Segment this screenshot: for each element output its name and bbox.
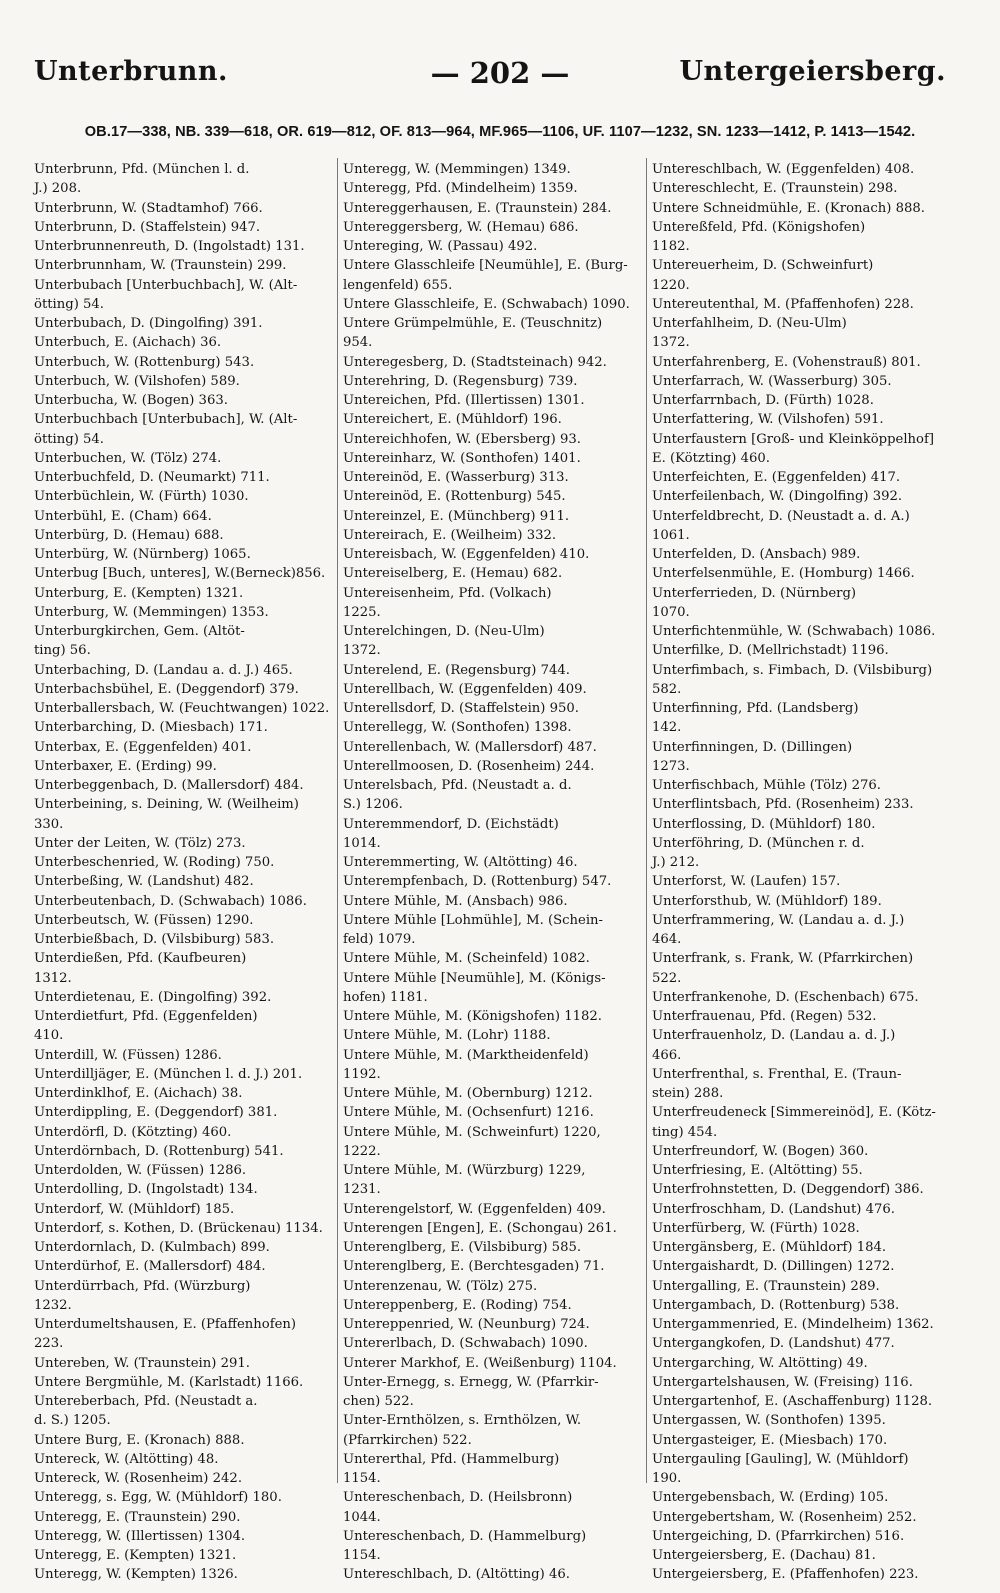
index-line: Unterdürrbach, Pfd. (Würzburg) bbox=[34, 1278, 251, 1294]
index-line: Unterfelden, D. (Ansbach) 989. bbox=[652, 547, 861, 562]
page-number: — 202 — bbox=[430, 56, 570, 90]
index-line: Unterengen [Engen], E. (Schongau) 261. bbox=[343, 1220, 617, 1236]
index-line: Unterfinningen, D. (Dillingen) bbox=[652, 739, 853, 755]
index-line: Unterbaxer, E. (Erding) 99. bbox=[34, 758, 217, 774]
index-line: Untere Mühle [Lohmühle], M. (Schein- bbox=[343, 912, 604, 928]
running-head-first-entry: Unterbrunn. bbox=[34, 56, 228, 87]
index-line: Untergammenried, E. (Mindelheim) 1362. bbox=[652, 1317, 934, 1332]
index-line: Unterdürhof, E. (Mallersdorf) 484. bbox=[34, 1259, 266, 1275]
index-line: Untereggerhausen, E. (Traunstein) 284. bbox=[343, 200, 612, 216]
index-line: 1154. bbox=[343, 1471, 381, 1486]
index-line: Unterballersbach, W. (Feuchtwangen) 1022. bbox=[34, 701, 330, 716]
index-line: Unterfrenthal, s. Frenthal, E. (Traun- bbox=[652, 1066, 902, 1082]
index-line: Untereinöd, E. (Wasserburg) 313. bbox=[343, 470, 569, 485]
index-line: Unterbrunn, D. (Staffelstein) 947. bbox=[34, 219, 261, 235]
index-line: Unterbürg, W. (Nürnberg) 1065. bbox=[34, 547, 251, 562]
index-line: Unterbuch, E. (Aichach) 36. bbox=[34, 335, 222, 351]
index-line: 1312. bbox=[34, 970, 72, 986]
index-line: Untererlbach, D. (Schwabach) 1090. bbox=[343, 1336, 588, 1352]
index-line: 142. bbox=[652, 720, 682, 736]
index-line: Untere Mühle, M. (Obernburg) 1212. bbox=[343, 1086, 593, 1101]
index-line: Unterellenbach, W. (Mallersdorf) 487. bbox=[343, 739, 597, 755]
index-line: Untereutenthal, M. (Pfaffenhofen) 228. bbox=[652, 296, 914, 312]
index-line: Unterbaching, D. (Landau a. d. J.) 465. bbox=[34, 662, 293, 678]
index-line: Unterenglberg, E. (Vilsbiburg) 585. bbox=[343, 1240, 582, 1255]
index-line: Untere Mühle [Neumühle], M. (Königs- bbox=[343, 970, 606, 986]
index-line: 464. bbox=[652, 932, 682, 947]
index-line: Unterellbach, W. (Eggenfelden) 409. bbox=[343, 681, 587, 697]
index-line: Untererthal, Pfd. (Hammelburg) bbox=[343, 1451, 560, 1467]
index-line: Unterdörnbach, D. (Rottenburg) 541. bbox=[34, 1143, 284, 1159]
index-line: 1014. bbox=[343, 835, 381, 851]
index-line: Untereirach, E. (Weilheim) 332. bbox=[343, 527, 557, 543]
index-line: Untergeiching, D. (Pfarrkirchen) 516. bbox=[652, 1528, 905, 1544]
index-line: Unterfrank, s. Frank, W. (Pfarrkirchen) bbox=[652, 951, 914, 967]
index-line: Unterbuch, W. (Vilshofen) 589. bbox=[34, 373, 240, 389]
index-line: Unterellsdorf, D. (Staffelstein) 950. bbox=[343, 701, 580, 716]
index-line: 223. bbox=[34, 1336, 64, 1352]
index-line: Unterfaustern [Groß- und Kleinköppelhof] bbox=[652, 431, 934, 447]
index-line: Unterbucha, W. (Bogen) 363. bbox=[34, 393, 228, 408]
index-line: Unterenglberg, E. (Berchtesgaden) 71. bbox=[343, 1259, 605, 1275]
index-line: Unterfahlheim, D. (Neu-Ulm) bbox=[652, 316, 847, 331]
index-line: Untereisbach, W. (Eggenfelden) 410. bbox=[343, 547, 590, 562]
index-column-1 bbox=[34, 160, 334, 1585]
index-line: Unterdill, W. (Füssen) 1286. bbox=[34, 1047, 222, 1063]
index-line: Unterbeßing, W. (Landshut) 482. bbox=[34, 874, 254, 890]
index-line: Unteremmerting, W. (Altötting) 46. bbox=[343, 855, 578, 870]
index-line: Untereinzel, E. (Münchberg) 911. bbox=[343, 508, 570, 524]
index-line: Unteregg, W. (Illertissen) 1304. bbox=[34, 1528, 246, 1544]
index-line: Unterbeggenbach, D. (Mallersdorf) 484. bbox=[34, 778, 304, 793]
index-line: Untere Mühle, M. (Würzburg) 1229, bbox=[343, 1163, 586, 1178]
index-line: E. (Kötzting) 460. bbox=[652, 450, 770, 466]
index-line: Untereinöd, E. (Rottenburg) 545. bbox=[343, 489, 566, 505]
index-line: Unterelend, E. (Regensburg) 744. bbox=[343, 662, 570, 678]
index-line: Untergambach, D. (Rottenburg) 538. bbox=[652, 1297, 900, 1313]
index-line: Unterfürberg, W. (Fürth) 1028. bbox=[652, 1220, 860, 1236]
index-line: Unter-Ernegg, s. Ernegg, W. (Pfarrkir- bbox=[343, 1374, 599, 1390]
index-line: Untergauling [Gauling], W. (Mühldorf) bbox=[652, 1451, 909, 1467]
index-line: 410. bbox=[34, 1028, 64, 1044]
index-line: 1220. bbox=[652, 277, 690, 293]
index-line: Unteremmendorf, D. (Eichstädt) bbox=[343, 816, 559, 832]
index-line: Unterbax, E. (Eggenfelden) 401. bbox=[34, 739, 252, 755]
index-line: 1372. bbox=[343, 643, 381, 659]
index-line: Unterellegg, W. (Sonthofen) 1398. bbox=[343, 720, 572, 736]
index-line: Unterfilke, D. (Mellrichstadt) 1196. bbox=[652, 643, 889, 659]
index-line: Untergebertsham, W. (Rosenheim) 252. bbox=[652, 1509, 917, 1525]
index-line: Untere Glasschleife, E. (Schwabach) 1090. bbox=[343, 296, 630, 312]
index-line: Untereiselberg, E. (Hemau) 682. bbox=[343, 566, 563, 582]
index-line: Untereppenried, W. (Neunburg) 724. bbox=[343, 1317, 590, 1332]
index-line: Unter-Ernthölzen, s. Ernthölzen, W. bbox=[343, 1413, 582, 1429]
index-line: Unterdornlach, D. (Kulmbach) 899. bbox=[34, 1240, 270, 1255]
index-line: Unterdippling, E. (Deggendorf) 381. bbox=[34, 1105, 278, 1121]
index-line: 1061. bbox=[652, 527, 690, 543]
index-line: Unterforsthub, W. (Mühldorf) 189. bbox=[652, 893, 882, 909]
index-line: Unterföhring, D. (München r. d. bbox=[652, 835, 865, 851]
index-line: Unterbachsbühel, E. (Deggendorf) 379. bbox=[34, 681, 299, 697]
index-line: Unterdinklhof, E. (Aichach) 38. bbox=[34, 1086, 243, 1101]
index-line: 466. bbox=[652, 1047, 682, 1063]
index-line: Unterbühl, E. (Cham) 664. bbox=[34, 508, 212, 524]
index-line: Unterbeutsch, W. (Füssen) 1290. bbox=[34, 912, 254, 928]
index-line: Untere Mühle, M. (Schweinfurt) 1220, bbox=[343, 1124, 601, 1140]
index-line: Unterelchingen, D. (Neu-Ulm) bbox=[343, 624, 545, 639]
index-line: Unterfichtenmühle, W. (Schwabach) 1086. bbox=[652, 624, 936, 639]
index-line: Unterempfenbach, D. (Rottenburg) 547. bbox=[343, 874, 612, 890]
index-line: Unterdörfl, D. (Kötzting) 460. bbox=[34, 1124, 232, 1140]
index-line: Unterbrunn, W. (Stadtamhof) 766. bbox=[34, 200, 263, 216]
index-line: Unterfeldbrecht, D. (Neustadt a. d. A.) bbox=[652, 508, 910, 524]
index-line: Unterengelstorf, W. (Eggenfelden) 409. bbox=[343, 1201, 606, 1217]
index-line: Unterfeichten, E. (Eggenfelden) 417. bbox=[652, 470, 901, 485]
index-line: Unterer Markhof, E. (Weißenburg) 1104. bbox=[343, 1355, 617, 1371]
column-divider bbox=[337, 158, 338, 1483]
index-line: Untergartelshausen, W. (Freising) 116. bbox=[652, 1374, 913, 1390]
index-line: Untereging, W. (Passau) 492. bbox=[343, 239, 538, 254]
index-line: Unterdilljäger, E. (München l. d. J.) 201. bbox=[34, 1066, 303, 1082]
index-line: chen) 522. bbox=[343, 1394, 414, 1409]
index-line: 330. bbox=[34, 816, 64, 832]
index-line: Unterbuchfeld, D. (Neumarkt) 711. bbox=[34, 470, 270, 485]
index-line: hofen) 1181. bbox=[343, 989, 428, 1005]
index-line: d. S.) 1205. bbox=[34, 1413, 111, 1429]
index-line: Unterbug [Buch, unteres], W.(Berneck)856. bbox=[34, 566, 326, 582]
index-line: Unterfroschham, D. (Landshut) 476. bbox=[652, 1201, 895, 1217]
index-line: 1182. bbox=[652, 239, 690, 254]
index-line: Untereßfeld, Pfd. (Königshofen) bbox=[652, 219, 866, 235]
index-line: Unterfrankenohe, D. (Eschenbach) 675. bbox=[652, 989, 919, 1005]
column-divider bbox=[646, 158, 647, 1483]
index-line: Unterdumeltshausen, E. (Pfaffenhofen) bbox=[34, 1317, 297, 1332]
index-line: Untere Mühle, M. (Königshofen) 1182. bbox=[343, 1009, 602, 1024]
index-line: Unterdorf, s. Kothen, D. (Brückenau) 1134. bbox=[34, 1220, 323, 1236]
index-line: ötting) 54. bbox=[34, 296, 105, 312]
index-line: Unterfrauenholz, D. (Landau a. d. J.) bbox=[652, 1028, 896, 1044]
index-line: Unterbubach, D. (Dingolfing) 391. bbox=[34, 316, 263, 331]
index-line: 1273. bbox=[652, 758, 690, 774]
index-line: J.) 212. bbox=[652, 855, 700, 870]
index-line: Unterbuchbach [Unterbubach], W. (Alt- bbox=[34, 412, 298, 428]
index-line: 1192. bbox=[343, 1066, 381, 1082]
index-line: 582. bbox=[652, 681, 682, 697]
index-line: Unterdolling, D. (Ingolstadt) 134. bbox=[34, 1182, 258, 1198]
index-line: Untergassen, W. (Sonthofen) 1395. bbox=[652, 1413, 886, 1429]
index-line: Unterfimbach, s. Fimbach, D. (Vilsbiburg) bbox=[652, 662, 933, 678]
index-line: Unterfahrenberg, E. (Vohenstrauß) 801. bbox=[652, 354, 921, 370]
index-line: Untereck, W. (Rosenheim) 242. bbox=[34, 1471, 243, 1486]
index-line: Unteregg, E. (Kempten) 1321. bbox=[34, 1548, 237, 1563]
index-line: Untergebensbach, W. (Erding) 105. bbox=[652, 1490, 889, 1506]
index-line: stein) 288. bbox=[652, 1086, 724, 1101]
index-line: Untereuerheim, D. (Schweinfurt) bbox=[652, 258, 874, 274]
index-line: Untereschlbach, W. (Eggenfelden) 408. bbox=[652, 162, 915, 177]
index-line: Unterforst, W. (Laufen) 157. bbox=[652, 874, 841, 890]
index-line: Untereschlecht, E. (Traunstein) 298. bbox=[652, 181, 898, 197]
index-line: Unterbrunnenreuth, D. (Ingolstadt) 131. bbox=[34, 239, 305, 254]
index-line: Unterenzenau, W. (Tölz) 275. bbox=[343, 1278, 538, 1294]
index-line: Untere Bergmühle, M. (Karlstadt) 1166. bbox=[34, 1374, 304, 1390]
index-line: Unteregg, W. (Memmingen) 1349. bbox=[343, 162, 571, 177]
index-line: Unterdietfurt, Pfd. (Eggenfelden) bbox=[34, 1009, 258, 1024]
index-line: Untere Schneidmühle, E. (Kronach) 888. bbox=[652, 200, 925, 216]
index-line: Untere Burg, E. (Kronach) 888. bbox=[34, 1432, 245, 1448]
index-line: 1225. bbox=[343, 604, 381, 620]
index-line: Unterfattering, W. (Vilshofen) 591. bbox=[652, 412, 884, 428]
index-line: Unterdietenau, E. (Dingolfing) 392. bbox=[34, 989, 272, 1005]
index-line: Unterflintsbach, Pfd. (Rosenheim) 233. bbox=[652, 797, 914, 813]
index-line: Unterbeschenried, W. (Roding) 750. bbox=[34, 855, 275, 870]
index-line: Unterfrohnstetten, D. (Deggendorf) 386. bbox=[652, 1182, 924, 1198]
index-line: Untergaishardt, D. (Dillingen) 1272. bbox=[652, 1259, 895, 1275]
index-line: Unterbubach [Unterbuchbach], W. (Alt- bbox=[34, 277, 298, 293]
index-line: Untergangkofen, D. (Landshut) 477. bbox=[652, 1336, 895, 1352]
index-line: Unterfarrnbach, D. (Fürth) 1028. bbox=[652, 393, 874, 408]
index-line: Unterbarching, D. (Miesbach) 171. bbox=[34, 720, 268, 736]
index-line: 190. bbox=[652, 1471, 682, 1486]
index-line: Untereichert, E. (Mühldorf) 196. bbox=[343, 412, 562, 428]
index-line: Unteregg, s. Egg, W. (Mühldorf) 180. bbox=[34, 1490, 282, 1506]
index-line: Untergarching, W. Altötting) 49. bbox=[652, 1355, 868, 1371]
index-line: 1044. bbox=[343, 1509, 381, 1525]
index-line: Unterellmoosen, D. (Rosenheim) 244. bbox=[343, 758, 595, 774]
index-line: Unterdolden, W. (Füssen) 1286. bbox=[34, 1163, 247, 1178]
index-line: Unterbeutenbach, D. (Schwabach) 1086. bbox=[34, 893, 307, 909]
index-line: 1231. bbox=[343, 1182, 381, 1198]
index-line: Untereck, W. (Altötting) 48. bbox=[34, 1451, 219, 1467]
index-line: Untere Mühle, M. (Lohr) 1188. bbox=[343, 1028, 551, 1044]
index-column-3 bbox=[652, 160, 952, 1585]
index-line: Untergasteiger, E. (Miesbach) 170. bbox=[652, 1432, 888, 1448]
index-line: Unterfarrach, W. (Wasserburg) 305. bbox=[652, 373, 892, 389]
index-line: Untergeiersberg, E. (Pfaffenhofen) 223. bbox=[652, 1567, 919, 1583]
district-range-legend: OB.17—338, NB. 339—618, OR. 619—812, OF. 813—964, MF.965—1106, UF. 1107—1232, SN. 1233—1412, P. 1413—1542. bbox=[84, 124, 916, 140]
index-line: 1372. bbox=[652, 335, 690, 351]
index-line: Unterdießen, Pfd. (Kaufbeuren) bbox=[34, 951, 247, 967]
index-line: Unterburgkirchen, Gem. (Altöt- bbox=[34, 624, 245, 639]
index-line: Unterfeilenbach, W. (Dingolfing) 392. bbox=[652, 489, 903, 505]
index-line: Unteregg, W. (Kempten) 1326. bbox=[34, 1567, 238, 1583]
index-line: Untergänsberg, E. (Mühldorf) 184. bbox=[652, 1240, 887, 1255]
index-line: Untere Grümpelmühle, E. (Teuschnitz) bbox=[343, 316, 603, 331]
index-line: S.) 1206. bbox=[343, 797, 403, 813]
index-line: Unterburg, E. (Kempten) 1321. bbox=[34, 585, 244, 601]
index-line: Untergalling, E. (Traunstein) 289. bbox=[652, 1278, 880, 1294]
running-head-last-entry: Untergeiersberg. bbox=[679, 56, 946, 87]
index-line: Unterburg, W. (Memmingen) 1353. bbox=[34, 604, 269, 620]
index-line: Unteregg, Pfd. (Mindelheim) 1359. bbox=[343, 181, 578, 197]
index-line: ting) 56. bbox=[34, 643, 91, 659]
index-line: Unterdorf, W. (Mühldorf) 185. bbox=[34, 1201, 235, 1217]
index-line: Unterfischbach, Mühle (Tölz) 276. bbox=[652, 778, 881, 793]
index-line: Untereisenheim, Pfd. (Volkach) bbox=[343, 585, 552, 601]
index-line: lengenfeld) 655. bbox=[343, 277, 453, 293]
index-line: Untereichhofen, W. (Ebersberg) 93. bbox=[343, 431, 581, 447]
index-line: Unterfreundorf, W. (Bogen) 360. bbox=[652, 1143, 869, 1159]
index-line: Unterfriesing, E. (Altötting) 55. bbox=[652, 1163, 863, 1178]
index-line: Unterbuchen, W. (Tölz) 274. bbox=[34, 450, 222, 466]
index-line: Untereggersberg, W. (Hemau) 686. bbox=[343, 219, 579, 235]
index-line: Untereberbach, Pfd. (Neustadt a. bbox=[34, 1394, 258, 1409]
index-line: Untergeiersberg, E. (Dachau) 81. bbox=[652, 1548, 876, 1563]
index-line: Untere Mühle, M. (Marktheidenfeld) bbox=[343, 1047, 589, 1063]
index-line: Untergartenhof, E. (Aschaffenburg) 1128. bbox=[652, 1394, 933, 1409]
index-line: 1222. bbox=[343, 1143, 381, 1159]
index-line: Unteregesberg, D. (Stadtsteinach) 942. bbox=[343, 354, 607, 370]
index-line: Unterbießbach, D. (Vilsbiburg) 583. bbox=[34, 932, 275, 947]
index-line: Unterbüchlein, W. (Fürth) 1030. bbox=[34, 489, 249, 505]
index-line: Untereinharz, W. (Sonthofen) 1401. bbox=[343, 450, 581, 466]
index-line: 522. bbox=[652, 970, 682, 986]
index-line: feld) 1079. bbox=[343, 932, 416, 947]
index-line: Untereschlbach, D. (Altötting) 46. bbox=[343, 1567, 570, 1583]
index-line: Untere Mühle, M. (Ansbach) 986. bbox=[343, 893, 568, 909]
index-line: Unterframmering, W. (Landau a. d. J.) bbox=[652, 912, 905, 928]
index-line: Unterbürg, D. (Hemau) 688. bbox=[34, 527, 224, 543]
index-line: Untereben, W. (Traunstein) 291. bbox=[34, 1355, 250, 1371]
index-line: Untere Mühle, M. (Scheinfeld) 1082. bbox=[343, 951, 590, 967]
index-line: Unterbuch, W. (Rottenburg) 543. bbox=[34, 354, 255, 370]
index-line: (Pfarrkirchen) 522. bbox=[343, 1432, 472, 1448]
index-line: 1154. bbox=[343, 1548, 381, 1563]
index-line: Unterfelsenmühle, E. (Homburg) 1466. bbox=[652, 566, 915, 582]
index-line: Unterfrauenau, Pfd. (Regen) 532. bbox=[652, 1009, 877, 1024]
index-line: 1232. bbox=[34, 1297, 72, 1313]
index-line: Untere Mühle, M. (Ochsenfurt) 1216. bbox=[343, 1105, 594, 1121]
index-line: Untereichen, Pfd. (Illertissen) 1301. bbox=[343, 393, 585, 408]
index-line: Unterbrunnham, W. (Traunstein) 299. bbox=[34, 258, 287, 274]
index-line: Untereschenbach, D. (Heilsbronn) bbox=[343, 1490, 573, 1506]
index-line: Untereppenberg, E. (Roding) 754. bbox=[343, 1297, 572, 1313]
index-line: Unteregg, E. (Traunstein) 290. bbox=[34, 1509, 241, 1525]
index-line: Unterfinning, Pfd. (Landsberg) bbox=[652, 701, 859, 716]
index-line: J.) 208. bbox=[34, 181, 82, 197]
index-line: Unterfreudeneck [Simmereinöd], E. (Kötz- bbox=[652, 1105, 936, 1121]
page-header bbox=[0, 0, 1000, 110]
index-line: Unterbeining, s. Deining, W. (Weilheim) bbox=[34, 797, 299, 813]
index-line: Untere Glasschleife [Neumühle], E. (Burg- bbox=[343, 258, 628, 274]
index-line: 954. bbox=[343, 335, 373, 351]
index-line: ting) 454. bbox=[652, 1124, 718, 1140]
index-column-2 bbox=[343, 160, 643, 1585]
index-line: Unterferrieden, D. (Nürnberg) bbox=[652, 585, 857, 601]
index-line: Unterbrunn, Pfd. (München l. d. bbox=[34, 162, 250, 177]
index-line: Unterflossing, D. (Mühldorf) 180. bbox=[652, 816, 876, 832]
index-line: Unterelsbach, Pfd. (Neustadt a. d. bbox=[343, 778, 572, 793]
index-line: 1070. bbox=[652, 604, 690, 620]
index-line: Unter der Leiten, W. (Tölz) 273. bbox=[34, 835, 246, 851]
index-line: Untereschenbach, D. (Hammelburg) bbox=[343, 1528, 587, 1544]
index-line: Unterehring, D. (Regensburg) 739. bbox=[343, 373, 578, 389]
index-line: ötting) 54. bbox=[34, 431, 105, 447]
